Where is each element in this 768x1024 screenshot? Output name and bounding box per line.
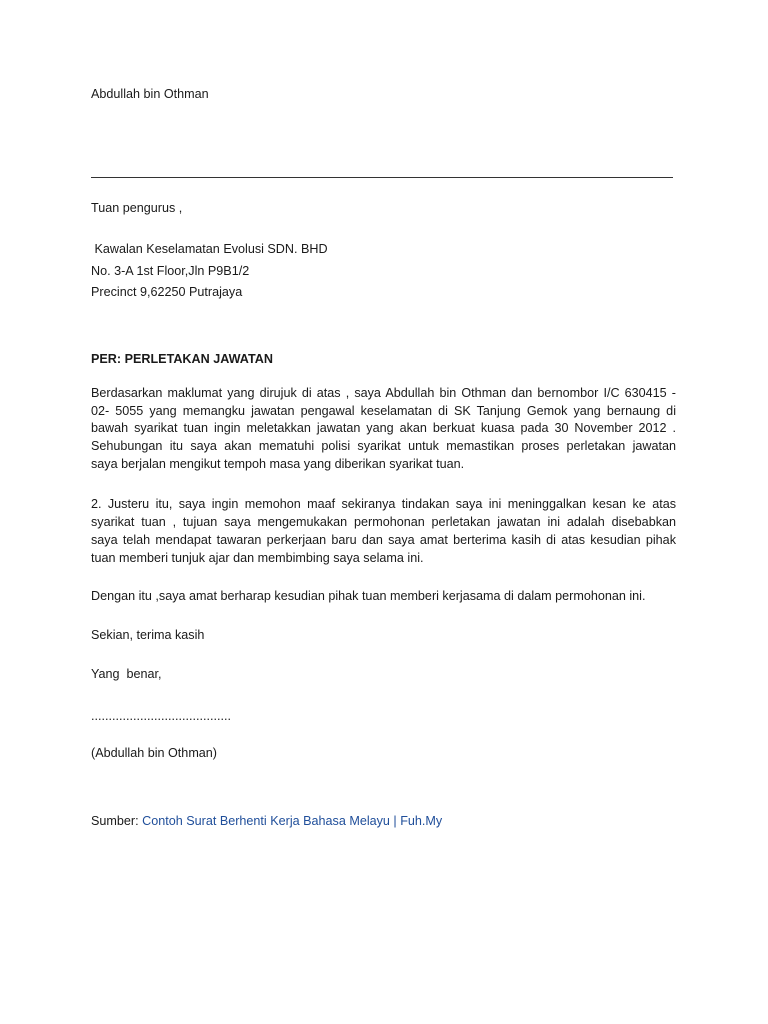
salutation: Tuan pengurus , <box>91 201 183 215</box>
paragraph1-line: Berdasarkan maklumat yang dirujuk di atas , saya Abdullah bin Othman dan bernombor I/C 630415 - <box>91 386 676 400</box>
subject-line: PER: PERLETAKAN JAWATAN <box>91 352 273 366</box>
paragraph1-line: 02- 5055 yang memangku jawatan pengawal keselamatan di SK Tanjung Gemok yang bernaung di <box>91 404 676 418</box>
source-link[interactable]: Contoh Surat Berhenti Kerja Bahasa Melayu | Fuh.My <box>142 814 443 828</box>
paragraph2-line: saya telah mendapat tawaran perkerjaan baru dan saya amat berterima kasih di atas kesudian pihak <box>91 533 676 547</box>
sender-name: Abdullah bin Othman <box>91 87 209 101</box>
divider-line <box>91 177 673 178</box>
source-label: Sumber: <box>91 814 143 828</box>
paragraph2-line: syarikat tuan , tujuan saya mengemukakan permohonan perletakan jawatan ini adalah disebabkan <box>91 515 676 529</box>
paragraph2-line: tuan memberi tunjuk ajar dan membimbing saya selama ini. <box>91 551 424 565</box>
paragraph2-line: 2. Justeru itu, saya ingin memohon maaf sekiranya tindakan saya ini meninggalkan kesan ke atas <box>91 497 676 511</box>
signoff: Yang benar, <box>91 667 162 681</box>
source-line <box>91 813 442 829</box>
recipient-company: Kawalan Keselamatan Evolusi SDN. BHD <box>91 242 328 256</box>
paragraph1-line: saya berjalan mengikut tempoh masa yang diberikan syarikat tuan. <box>91 457 465 471</box>
paragraph3: Dengan itu ,saya amat berharap kesudian pihak tuan memberi kerjasama di dalam permohonan ini. <box>91 589 646 603</box>
paragraph1-line: Sehubungan itu saya akan mematuhi polisi syarikat untuk memastikan proses perletakan jawatan <box>91 439 676 453</box>
recipient-address-line1: No. 3-A 1st Floor,Jln P9B1/2 <box>91 264 250 278</box>
recipient-address-line2: Precinct 9,62250 Putrajaya <box>91 285 243 299</box>
signature-name: (Abdullah bin Othman) <box>91 746 218 760</box>
paragraph1-line: bawah syarikat tuan ingin meletakkan jawatan yang akan berkuat kuasa pada 30 November 2012 . <box>91 421 676 435</box>
closing: Sekian, terima kasih <box>91 628 205 642</box>
signature-line: ........................................ <box>91 709 231 723</box>
